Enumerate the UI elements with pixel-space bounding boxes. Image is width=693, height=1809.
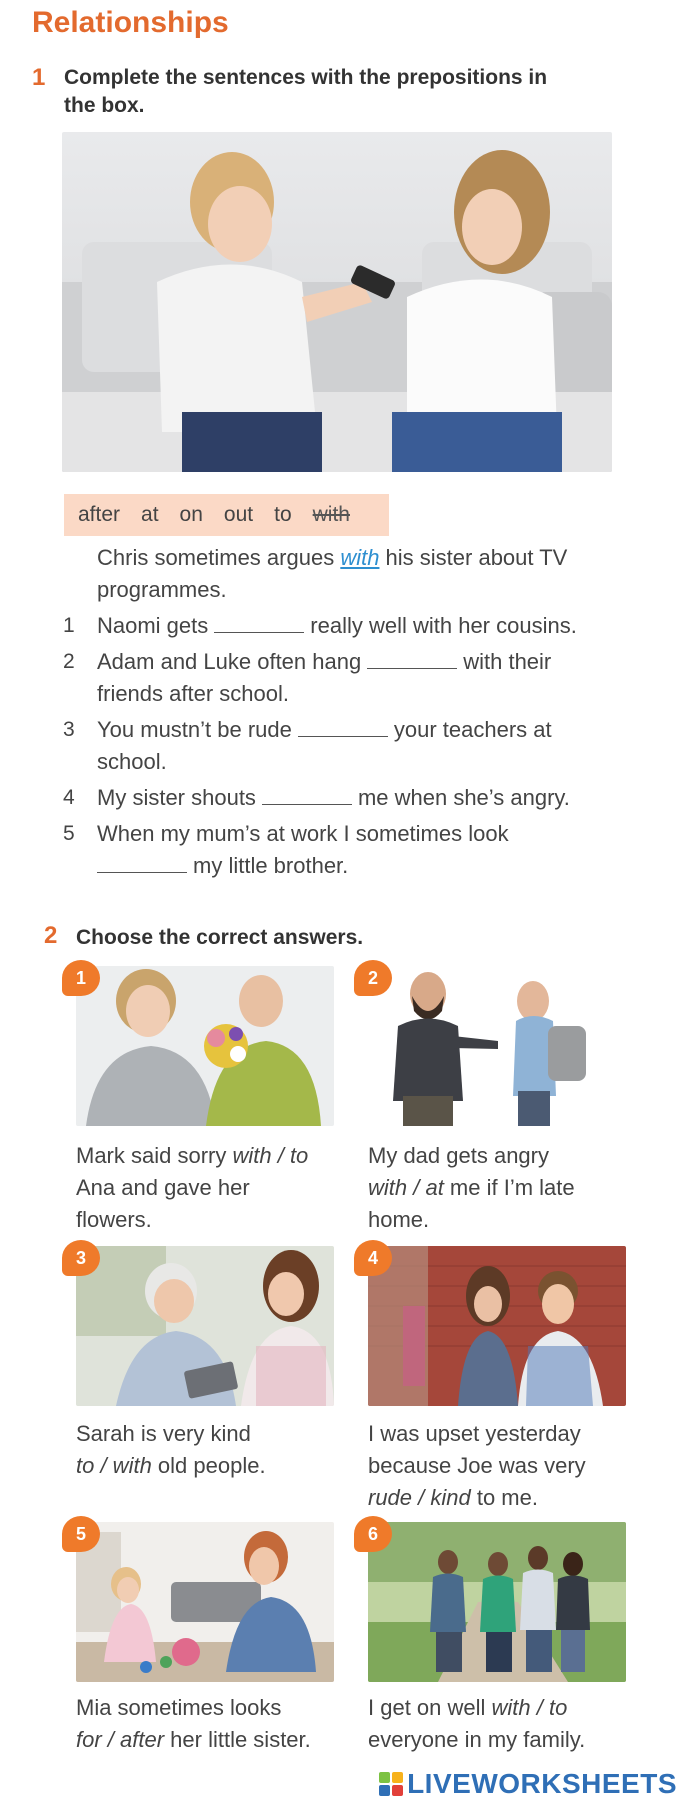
word-with-struck: with bbox=[312, 503, 350, 526]
question-badge: 6 bbox=[354, 1516, 392, 1552]
angry-dad-photo bbox=[368, 966, 626, 1126]
sentence-1: Naomi gets really well with her cousins. bbox=[97, 613, 577, 638]
question-badge: 1 bbox=[62, 960, 100, 996]
example-sentence-line2: programmes. bbox=[97, 577, 227, 602]
grandmother-tablet-photo bbox=[76, 1246, 334, 1406]
upset-teenagers-photo bbox=[368, 1246, 626, 1406]
word-to: to bbox=[274, 503, 292, 526]
caption-3-line2: to / with old people. bbox=[76, 1453, 266, 1478]
sisters-playing-photo bbox=[76, 1522, 334, 1682]
choice-to-with[interactable]: to / with bbox=[76, 1453, 152, 1478]
question-badge: 3 bbox=[62, 1240, 100, 1276]
example-answer: with bbox=[340, 545, 380, 570]
siblings-arguing-photo bbox=[62, 132, 612, 472]
answer-blank-1[interactable] bbox=[214, 612, 304, 633]
sentence-3: You mustn’t be rude your teachers at bbox=[97, 717, 552, 742]
logo-text: LIVEWORKSHEETS bbox=[407, 1768, 677, 1799]
example-sentence: Chris sometimes argues with his sister about TV bbox=[97, 545, 568, 570]
family-walking-photo bbox=[368, 1522, 626, 1682]
caption-3-line1: Sarah is very kind bbox=[76, 1421, 251, 1446]
sentence-2-line2: friends after school. bbox=[97, 681, 289, 706]
question-badge: 2 bbox=[354, 960, 392, 996]
question-badge: 5 bbox=[62, 1516, 100, 1552]
question-badge: 4 bbox=[354, 1240, 392, 1276]
caption-5-line1: Mia sometimes looks bbox=[76, 1695, 282, 1720]
sentence-5: When my mum’s at work I sometimes look bbox=[97, 821, 509, 846]
item-number: 5 bbox=[63, 822, 75, 845]
item-number: 2 bbox=[63, 650, 75, 673]
word-at: at bbox=[141, 503, 159, 526]
liveworksheets-logo bbox=[379, 1768, 677, 1800]
word-after: after bbox=[78, 503, 121, 526]
sentence-5-line2: my little brother. bbox=[91, 850, 348, 882]
apology-flowers-photo bbox=[76, 966, 334, 1126]
item-number: 3 bbox=[63, 718, 75, 741]
item-number: 1 bbox=[63, 614, 75, 637]
answer-blank-3[interactable] bbox=[298, 716, 388, 737]
caption-6-line1: I get on well with / to bbox=[368, 1695, 568, 1720]
caption-1-line2: Ana and gave her bbox=[76, 1175, 250, 1200]
exercise-2-instruction: Choose the correct answers. bbox=[76, 926, 364, 949]
choice-with-to[interactable]: with / to bbox=[232, 1143, 309, 1168]
caption-4-line1: I was upset yesterday bbox=[368, 1421, 581, 1446]
exercise-1-number: 1 bbox=[32, 64, 46, 91]
answer-blank-2[interactable] bbox=[367, 648, 457, 669]
page-title: Relationships bbox=[32, 6, 229, 39]
caption-2-line1: My dad gets angry bbox=[368, 1143, 549, 1168]
caption-4-line3: rude / kind to me. bbox=[368, 1485, 538, 1510]
word-out: out bbox=[223, 503, 254, 526]
choice-for-after[interactable]: for / after bbox=[76, 1727, 165, 1752]
caption-5-line2: for / after her little sister. bbox=[76, 1727, 311, 1752]
choice-rude-kind[interactable]: rude / kind bbox=[368, 1485, 471, 1510]
exercise-1-instruction-line1: Complete the sentences with the prepositions in bbox=[64, 66, 548, 89]
word-on: on bbox=[179, 503, 203, 526]
answer-blank-4[interactable] bbox=[262, 784, 352, 805]
caption-4-line2: because Joe was very bbox=[368, 1453, 586, 1478]
sentence-2: Adam and Luke often hang with their bbox=[97, 649, 552, 674]
caption-1-line1: Mark said sorry with / to bbox=[76, 1143, 309, 1168]
word-box bbox=[64, 494, 389, 536]
exercise-2-number: 2 bbox=[44, 922, 58, 949]
choice-with-to-2[interactable]: with / to bbox=[491, 1695, 568, 1720]
caption-2-line3: home. bbox=[368, 1207, 430, 1232]
choice-with-at[interactable]: with / at bbox=[368, 1175, 444, 1200]
caption-6-line2: everyone in my family. bbox=[368, 1727, 586, 1752]
answer-blank-5[interactable] bbox=[97, 852, 187, 873]
caption-1-line3: flowers. bbox=[76, 1207, 152, 1232]
sentence-3-line2: school. bbox=[97, 749, 167, 774]
logo-grid-icon bbox=[379, 1772, 403, 1796]
caption-2-line2: with / at me if I’m late bbox=[368, 1175, 575, 1200]
sentence-4: My sister shouts me when she’s angry. bbox=[97, 785, 570, 810]
exercise-1-instruction-line2: the box. bbox=[64, 94, 145, 117]
item-number: 4 bbox=[63, 786, 75, 809]
